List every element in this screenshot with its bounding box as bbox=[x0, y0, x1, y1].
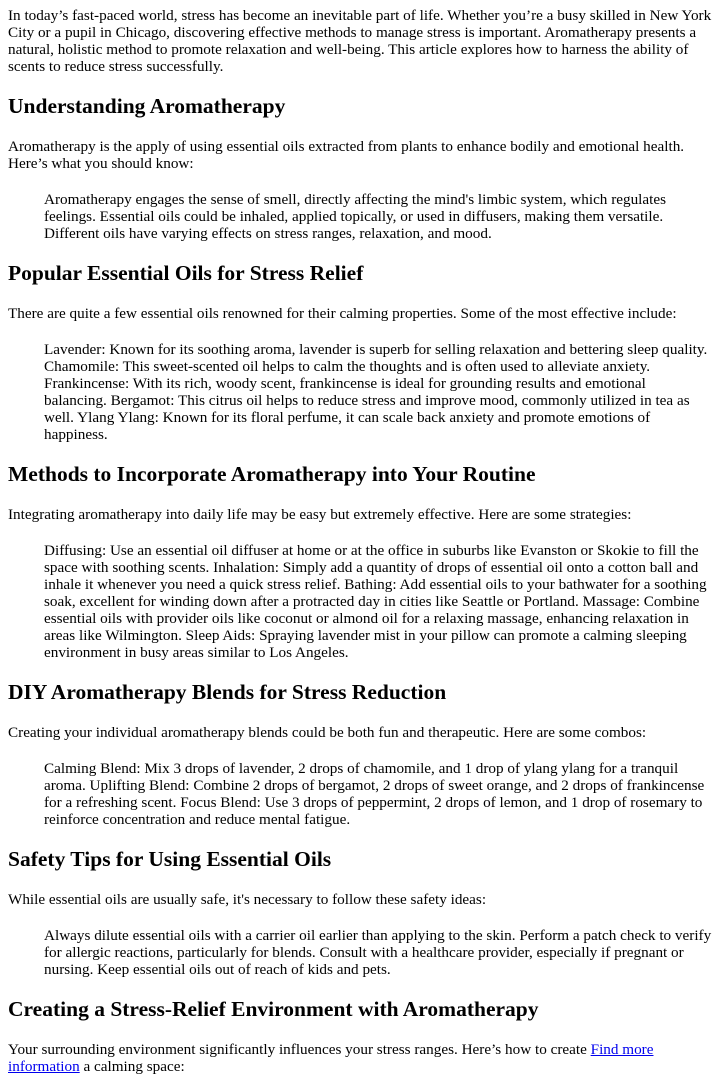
intro-paragraph: In today’s fast-paced world, stress has become an inevitable part of life. Whether you’re a busy skilled in New York City or a pupil in Chicago, discovering effective methods to manage stress is important. Aromatherapy presents a natural, holistic method to promote relaxation and well-being. This article explores how to harness the ability of scents to reduce stress successfully. bbox=[8, 7, 712, 75]
lead-text-before-link: Your surrounding environment significantly influences your stress ranges. Here’s how to create bbox=[8, 1041, 591, 1058]
section-heading-environment: Creating a Stress-Relief Environment with Aromatherapy bbox=[8, 997, 539, 1021]
section-lead-safety: While essential oils are usually safe, it's necessary to follow these safety ideas: bbox=[8, 891, 487, 908]
section-heading-popular-oils: Popular Essential Oils for Stress Relief bbox=[8, 261, 364, 285]
section-quote-methods: Diffusing: Use an essential oil diffuser at home or at the office in suburbs like Evanston or Skokie to fill the space with soothing scents. Inhalation: Simply add a quantity of drops of essential oil onto a cotton ball and inhale it whenever you need a quick stress relief. Bathing: Add essential oils to your bathwater for a soothing soak, excellent for winding down after a protracted day in cities like Seattle or Portland. Massage: Combine essential oils with provider oils like coconut or almond oil for a relaxing massage, enhancing relaxation in areas like Wilmington. Sleep Aids: Spraying lavender mist in your pillow can promote a calming sleeping environment in busy areas similar to Los Angeles. bbox=[44, 542, 707, 661]
section-lead-understanding: Aromatherapy is the apply of using essential oils extracted from plants to enhance bodily and emotional health. Here’s what you should know: bbox=[8, 138, 685, 172]
section-heading-diy-blends: DIY Aromatherapy Blends for Stress Reduction bbox=[8, 680, 447, 704]
section-quote-understanding: Aromatherapy engages the sense of smell, directly affecting the mind's limbic system, which regulates feelings. Essential oils could be inhaled, applied topically, or used in diffusers, making them versatile. Different oils have varying effects on stress ranges, relaxation, and mood. bbox=[44, 191, 667, 242]
section-lead-diy-blends: Creating your individual aromatherapy blends could be both fun and therapeutic. Here are some combos: bbox=[8, 724, 647, 741]
section-heading-understanding: Understanding Aromatherapy bbox=[8, 94, 286, 118]
lead-text-after-link: a calming space: bbox=[79, 1058, 185, 1075]
section-heading-safety: Safety Tips for Using Essential Oils bbox=[8, 847, 332, 871]
find-more-information-link[interactable]: Find more information bbox=[8, 1041, 654, 1075]
section-lead-methods: Integrating aromatherapy into daily life may be easy but extremely effective. Here are some strategies: bbox=[8, 506, 632, 523]
section-lead-popular-oils: There are quite a few essential oils renowned for their calming properties. Some of the most effective include: bbox=[8, 305, 677, 322]
section-quote-safety: Always dilute essential oils with a carrier oil earlier than applying to the skin. Perform a patch check to verify for allergic reactions, particularly for blends. Consult with a healthcare provider, especially if pregnant or nursing. Keep essential oils out of reach of kids and pets. bbox=[44, 927, 712, 978]
section-quote-diy-blends: Calming Blend: Mix 3 drops of lavender, 2 drops of chamomile, and 1 drop of ylang ylang for a tranquil aroma. Uplifting Blend: Combine 2 drops of bergamot, 2 drops of sweet orange, and 2 drops of frankincense for a refreshing scent. Focus Blend: Use 3 drops of peppermint, 2 drops of lemon, and 1 drop of rosemary to reinforce concentration and reduce mental fatigue. bbox=[44, 760, 705, 828]
section-heading-methods: Methods to Incorporate Aromatherapy into Your Routine bbox=[8, 462, 536, 486]
section-lead-environment bbox=[8, 1041, 712, 1075]
section-quote-popular-oils: Lavender: Known for its soothing aroma, lavender is superb for selling relaxation and bettering sleep quality. Chamomile: This sweet-scented oil helps to calm the thoughts and is often used to alleviate anxiety. Frankincense: With its rich, woody scent, frankincense is ideal for grounding results and emotional balancing. Bergamot: This citrus oil helps to reduce stress and improve mood, commonly utilized in tea as well. Ylang Ylang: Known for its floral perfume, it can scale back anxiety and promote emotions of happiness. bbox=[44, 341, 708, 443]
